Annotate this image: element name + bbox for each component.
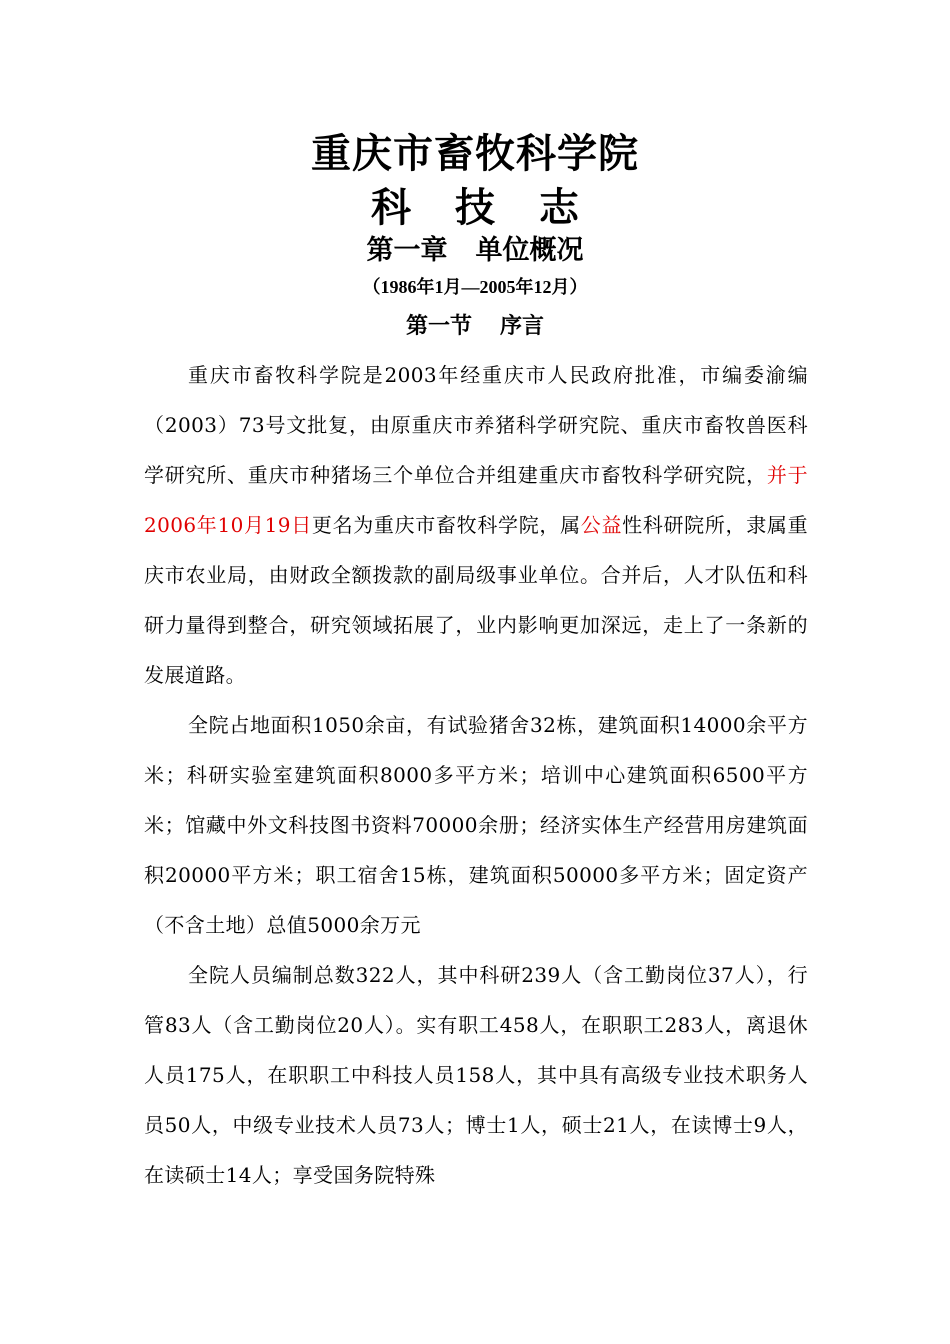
chapter-name: 单位概况 — [475, 235, 584, 266]
chapter-heading — [0, 232, 950, 270]
section-name: 序言 — [500, 313, 545, 339]
paragraph-intro-part3: 性科研院所，隶属重庆市农业局，由财政全额拨款的副局级事业单位。合并后，人才队伍和科研力量得到整合，研究领域拓展了，业内影响更加深远，走上了一条新的发展道路。 — [144, 513, 808, 687]
highlighted-term: 公益 — [580, 513, 623, 537]
paragraph-intro-part1: 重庆市畜牧科学院是2003年经重庆市人民政府批准，市编委渝编（2003）73号文批复，由原重庆市养猪科学研究院、重庆市畜牧兽医科学研究所、重庆市种猪场三个单位合并组建重庆市畜牧科学研究院， — [144, 363, 808, 487]
paragraph-staff: 全院人员编制总数322人，其中科研239人（含工勤岗位37人），行管83人（含工勤岗位20人）。实有职工458人，在职职工283人，离退休人员175人，在职职工中科技人员158人，其中具有高级专业技术职务人员50人，中级专业技术人员73人；博士1人，硕士21人，在读博士9人，在读硕士14人；享受国务院特殊 — [144, 963, 808, 1187]
paragraph-facilities: 全院占地面积1050余亩，有试验猪舍32栋，建筑面积14000余平方米；科研实验室建筑面积8000多平方米；培训中心建筑面积6500平方米；馆藏中外文科技图书资料70000余册；经济实体生产经营用房建筑面积20000平方米；职工宿舍15栋，建筑面积50000多平方米；固定资产（不含土地）总值5000余万元 — [144, 713, 808, 937]
paragraph-intro-part2: 更名为重庆市畜牧科学院，属 — [311, 513, 581, 537]
section-heading — [0, 310, 950, 342]
document-subtitle: 科技志 — [371, 184, 623, 231]
chapter-number: 第一章 — [366, 235, 448, 266]
document-title: 重庆市畜牧科学院 — [311, 130, 639, 177]
highlighted-date: 并于2006年10月19日 — [144, 463, 808, 537]
paragraph-intro — [144, 350, 808, 700]
section-number: 第一节 — [405, 313, 472, 339]
period-range: （1986年1月—2005年12月） — [362, 277, 588, 297]
